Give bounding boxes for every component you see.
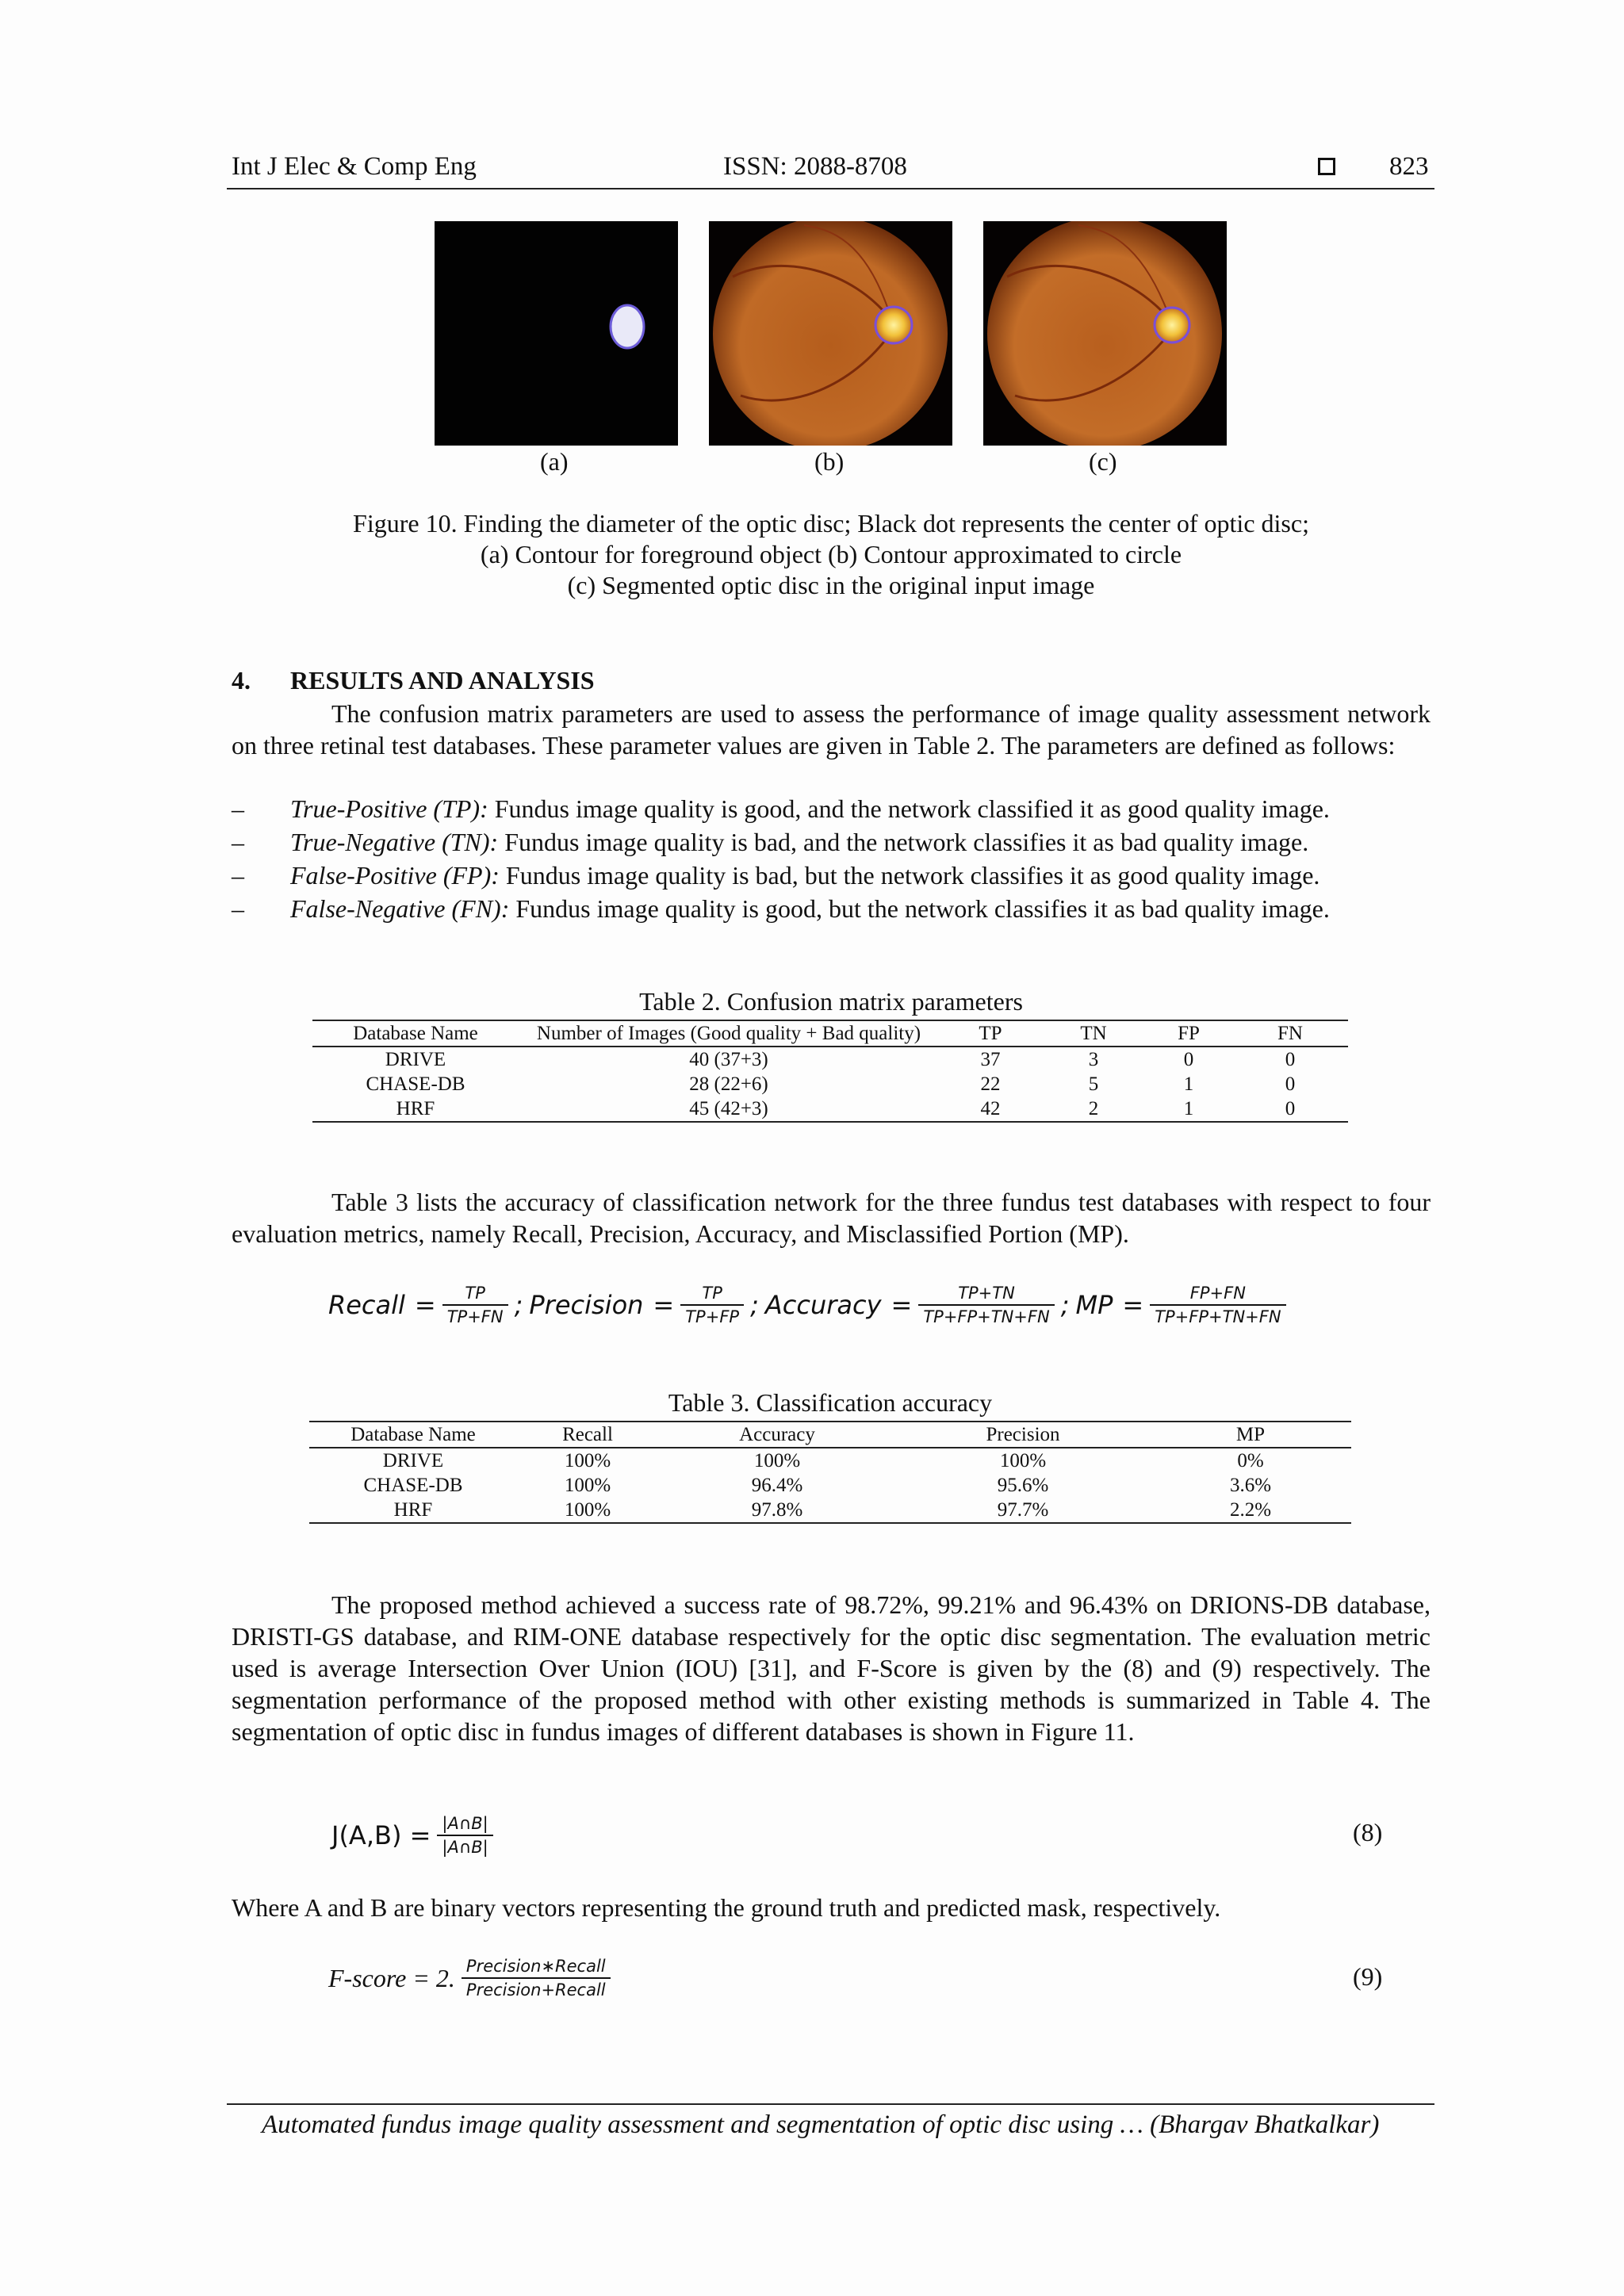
- section-number: 4.: [232, 666, 251, 695]
- table2-header: Database Name: [312, 1020, 519, 1047]
- equation-9-number: (9): [1353, 1962, 1383, 1991]
- mp-symbol: MP: [1075, 1290, 1113, 1320]
- table-cell: 97.8%: [751, 1499, 803, 1521]
- table-cell: 22: [980, 1073, 1001, 1095]
- table-cell: 0: [1285, 1098, 1296, 1119]
- table-cell: 5: [1088, 1073, 1099, 1095]
- equation-8-fraction: $\frac{|A\cap B|}{|A\cap B|}$: [437, 1814, 492, 1857]
- table3-header: Precision: [896, 1422, 1150, 1448]
- running-footer: Automated fundus image quality assessment and segmentation of optic disc using … (Bhargav Bhatkalkar): [262, 2110, 1380, 2139]
- table2: [312, 1020, 1348, 1123]
- table-cell: 42: [980, 1098, 1001, 1119]
- table-cell: CHASE-DB: [366, 1073, 465, 1095]
- table3-header: Accuracy: [658, 1422, 896, 1448]
- equation-9: [328, 1946, 617, 2010]
- table2-header: TP: [939, 1020, 1042, 1047]
- equals-sign: =: [891, 1290, 913, 1320]
- mp-fraction: $\frac{FP+FN}{TP+FP+TN+FN}$: [1150, 1284, 1285, 1326]
- accuracy-fraction: $\frac{TP+TN}{TP+FP+TN+FN}$: [918, 1284, 1054, 1326]
- accuracy-symbol: Accuracy: [764, 1290, 882, 1320]
- header-rule: [227, 188, 1434, 189]
- table-cell: 0: [1285, 1049, 1296, 1070]
- figure10-image-a: [435, 221, 678, 446]
- table2-header: FP: [1145, 1020, 1232, 1047]
- table2-header-row: [312, 1020, 1348, 1047]
- figure10-caption-line: (a) Contour for foreground object (b) Contour approximated to circle: [480, 540, 1182, 568]
- table-cell: DRIVE: [382, 1450, 444, 1471]
- equation-8-lhs: J(A,B) =: [331, 1820, 431, 1850]
- table-cell: CHASE-DB: [363, 1475, 463, 1496]
- recall-symbol: Recall: [328, 1290, 405, 1320]
- table-cell: 0: [1183, 1049, 1194, 1070]
- table2-header: TN: [1042, 1020, 1145, 1047]
- table-cell: HRF: [396, 1098, 435, 1119]
- table-row: [312, 1072, 1348, 1096]
- section-title: RESULTS AND ANALYSIS: [290, 666, 595, 695]
- journal-name: Int J Elec & Comp Eng: [232, 152, 477, 181]
- figure10-image-c: [983, 221, 1227, 446]
- precision-symbol: Precision: [529, 1290, 644, 1320]
- precision-fraction: $\frac{TP}{TP+FP}$: [680, 1284, 744, 1326]
- figure10-caption-line: (c) Segmented optic disc in the original input image: [567, 571, 1095, 599]
- table3-header: Database Name: [309, 1422, 517, 1448]
- table-cell: 37: [980, 1049, 1001, 1070]
- table-cell: DRIVE: [385, 1049, 446, 1070]
- figure10-label-c: (c): [1089, 447, 1117, 476]
- table-cell: 0%: [1237, 1450, 1264, 1471]
- table2-header: Number of Images (Good quality + Bad quality): [519, 1020, 939, 1047]
- footer-rule: [227, 2103, 1434, 2105]
- figure10-caption: [232, 508, 1431, 601]
- equals-sign: =: [414, 1290, 436, 1320]
- equation-8-number: (8): [1353, 1818, 1383, 1846]
- page-number: 823: [1389, 152, 1429, 181]
- table-cell: 1: [1183, 1098, 1194, 1119]
- separator: ;: [1060, 1290, 1070, 1320]
- table-cell: 100%: [564, 1475, 611, 1496]
- results-paragraph: The proposed method achieved a success rate of 98.72%, 99.21% and 96.43% on DRIONS-DB database, DRISTI-GS database, and RIM-ONE database respectively for the optic disc segmentation. The evaluation metric used is average Intersection Over Union (IOU) [31], and F-Score is given by the (8) and (9) respectively. The segmentation performance of the proposed method with other existing methods is summarized in Table 4. The segmentation of optic disc in fundus images of different databases is shown in Figure 11.: [232, 1590, 1431, 1746]
- table-cell: HRF: [393, 1499, 433, 1521]
- table3-caption: Table 3. Classification accuracy: [668, 1388, 993, 1417]
- section-intro-paragraph: The confusion matrix parameters are used to assess the performance of image quality assessment network on three retinal test databases. These parameter values are given in Table 2. The parameters are defined as follows:: [232, 699, 1431, 760]
- table-cell: 0: [1285, 1073, 1296, 1095]
- figure10-label-a: (a): [540, 447, 569, 476]
- table-row: [309, 1448, 1351, 1473]
- table-cell: 2: [1088, 1098, 1099, 1119]
- table-cell: 2.2%: [1229, 1499, 1272, 1521]
- table3-header-row: [309, 1422, 1351, 1448]
- table-row: [312, 1096, 1348, 1122]
- table-cell: 40 (37+3): [689, 1049, 768, 1070]
- issn: ISSN: 2088-8708: [723, 152, 907, 181]
- table-cell: 3.6%: [1229, 1475, 1272, 1496]
- metrics-formula: [328, 1273, 1293, 1337]
- where-paragraph: Where A and B are binary vectors representing the ground truth and predicted mask, respectively.: [232, 1893, 1221, 1922]
- table3: [309, 1421, 1351, 1524]
- table-cell: 100%: [564, 1499, 611, 1521]
- table-cell: 100%: [753, 1450, 801, 1471]
- figure10-label-b: (b): [814, 447, 845, 476]
- equation-9-fraction: $\frac{\text{Precision∗Recall}}{\text{Precision+Recall}}$: [462, 1957, 611, 1999]
- figure10-caption-line: Figure 10. Finding the diameter of the optic disc; Black dot represents the center of optic disc;: [353, 509, 1309, 538]
- table-cell: 97.7%: [997, 1499, 1049, 1521]
- table-row: [309, 1498, 1351, 1523]
- table-cell: 3: [1088, 1049, 1099, 1070]
- equation-8: [331, 1804, 500, 1867]
- table-cell: 100%: [999, 1450, 1047, 1471]
- equation-9-lhs: F-score = 2.: [328, 1963, 455, 1992]
- figure10-image-b: [709, 221, 952, 446]
- separator: ;: [514, 1290, 523, 1320]
- table-cell: 95.6%: [997, 1475, 1049, 1496]
- table-cell: 45 (42+3): [689, 1098, 768, 1119]
- separator: ;: [750, 1290, 759, 1320]
- table-cell: 1: [1183, 1073, 1194, 1095]
- checkbox-square-icon: [1318, 158, 1335, 175]
- table3-header: MP: [1150, 1422, 1351, 1448]
- equals-sign: =: [653, 1290, 675, 1320]
- table2-header: FN: [1232, 1020, 1348, 1047]
- equals-sign: =: [1122, 1290, 1144, 1320]
- table-cell: 96.4%: [751, 1475, 803, 1496]
- table-row: [312, 1047, 1348, 1072]
- recall-fraction: $\frac{TP}{TP+FN}$: [442, 1284, 508, 1326]
- table-cell: 100%: [564, 1450, 611, 1471]
- table3-header: Recall: [517, 1422, 658, 1448]
- table-cell: 28 (22+6): [689, 1073, 768, 1095]
- table2-caption: Table 2. Confusion matrix parameters: [639, 987, 1023, 1016]
- table-row: [309, 1473, 1351, 1498]
- table3-intro-paragraph: Table 3 lists the accuracy of classification network for the three fundus test databases with respect to four evaluation metrics, namely Recall, Precision, Accuracy, and Misclassified Portion (MP).: [232, 1188, 1431, 1248]
